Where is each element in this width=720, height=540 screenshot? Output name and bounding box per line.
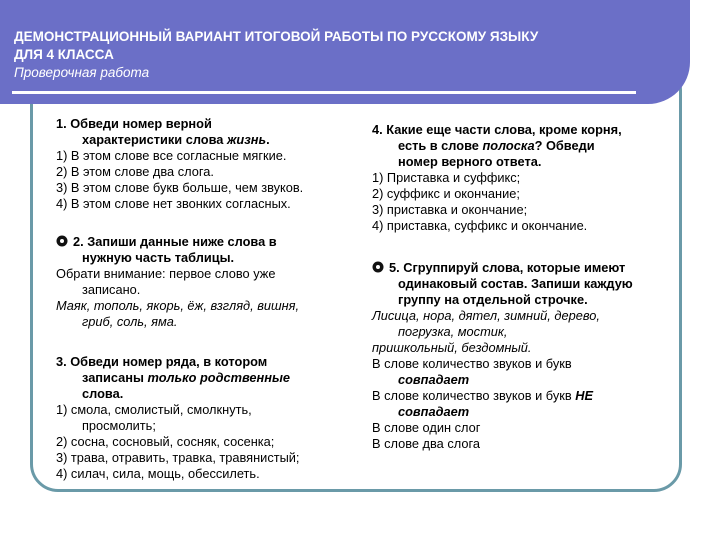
q3-option-2: 2) сосна, сосновый, сосняк, сосенка; xyxy=(56,434,275,449)
question-3-title-b xyxy=(56,370,356,386)
question-5 xyxy=(372,260,672,452)
q1-option-4: 4) В этом слове нет звонких согласных. xyxy=(56,196,291,211)
q5-category-2a-text: В слове количество звуков и букв xyxy=(372,388,576,403)
q1-option-3: 3) В этом слове букв больше, чем звуков. xyxy=(56,180,304,195)
q4-option-4: 4) приставка, суффикс и окончание. xyxy=(372,218,588,233)
question-2-title-b: нужную часть таблицы. xyxy=(82,250,235,265)
gear-bullet-icon xyxy=(372,261,384,273)
right-column xyxy=(372,122,672,452)
title-line-1: ДЕМОНСТРАЦИОННЫЙ ВАРИАНТ ИТОГОВОЙ РАБОТЫ ПО РУССКОМУ ЯЗЫКУ xyxy=(14,29,539,44)
q3-option-4: 4) силач, сила, мощь, обессилеть. xyxy=(56,466,260,481)
question-3-title-b-italic: только родственные xyxy=(147,370,291,385)
q4-option-3: 3) приставка и окончание; xyxy=(372,202,528,217)
question-1-title xyxy=(56,116,356,148)
question-2-title-a-row xyxy=(56,234,356,250)
question-2-title xyxy=(56,234,356,266)
subtitle: Проверочная работа xyxy=(14,65,150,80)
question-2 xyxy=(56,234,356,330)
q5-category-1b: совпадает xyxy=(398,372,470,387)
question-5-title xyxy=(372,260,672,308)
question-3-title xyxy=(56,354,356,402)
spacer xyxy=(56,212,356,234)
q1-option-1: 1) В этом слове все согласные мягкие. xyxy=(56,148,287,163)
question-4-title-a: 4. Какие еще части слова, кроме корня, xyxy=(372,122,622,137)
q2-words-b: гриб, соль, яма. xyxy=(82,314,178,329)
q5-category-2a xyxy=(372,388,672,404)
question-3-title-b-text: записаны xyxy=(82,370,148,385)
question-2-title-a: 2. Запиши данные ниже слова в xyxy=(73,234,277,249)
question-4 xyxy=(372,122,672,234)
title-line-2: ДЛЯ 4 КЛАССА xyxy=(14,47,114,62)
question-3-title-c-end: . xyxy=(119,386,124,401)
spacer xyxy=(56,330,356,354)
question-5-title-a: 5. Сгруппируй слова, которые имеют xyxy=(389,260,626,275)
question-4-title-b-text: есть в слове xyxy=(398,138,483,153)
gear-bullet-icon xyxy=(56,235,68,247)
q4-option-1: 1) Приставка и суффикс; xyxy=(372,170,521,185)
q3-option-1a: 1) смола, смолистый, смолкнуть, xyxy=(56,402,252,417)
q5-category-2b: совпадает xyxy=(398,404,470,419)
question-1-title-end: . xyxy=(266,132,270,147)
question-4-title-b xyxy=(372,138,672,154)
question-5-title-a-row xyxy=(372,260,672,276)
q5-words-c: пришкольный, бездомный. xyxy=(372,340,532,355)
question-4-title-c: номер верного ответа. xyxy=(398,154,542,169)
q3-option-1b: просмолить; xyxy=(82,418,156,433)
question-3 xyxy=(56,354,356,482)
question-4-title-b-end: ? Обведи xyxy=(534,138,595,153)
header-rule xyxy=(12,91,636,94)
q5-category-2-ne: НЕ xyxy=(575,388,593,403)
q4-option-2: 2) суффикс и окончание; xyxy=(372,186,520,201)
q3-option-3: 3) трава, отравить, травка, травянистый; xyxy=(56,450,300,465)
q5-category-3: В слове один слог xyxy=(372,420,481,435)
spacer xyxy=(372,234,672,260)
question-1-title-b-text: характеристики слова xyxy=(82,132,227,147)
question-5-title-c: группу на отдельной строчке. xyxy=(398,292,588,307)
question-5-title-b: одинаковый состав. Запиши каждую xyxy=(398,276,633,291)
left-column xyxy=(56,116,356,482)
question-1-keyword: жизнь xyxy=(226,132,267,147)
q5-words-b: погрузка, мостик, xyxy=(398,324,508,339)
question-1 xyxy=(56,116,356,212)
question-3-title-c-text: слова xyxy=(82,386,120,401)
question-4-title xyxy=(372,122,672,170)
q2-words-a: Маяк, тополь, якорь, ёж, взгляд, вишня, xyxy=(56,298,300,313)
question-1-title-a: 1. Обведи номер верной xyxy=(56,116,212,131)
question-3-title-a: 3. Обведи номер ряда, в котором xyxy=(56,354,268,369)
question-1-title-b xyxy=(56,132,356,148)
q5-category-4: В слове два слога xyxy=(372,436,480,451)
header-banner xyxy=(0,0,690,104)
question-3-title-c xyxy=(56,386,356,402)
q2-note-a: Обрати внимание: первое слово уже xyxy=(56,266,276,281)
q5-words-a: Лисица, нора, дятел, зимний, дерево, xyxy=(372,308,600,323)
q2-note-b: записано. xyxy=(82,282,141,297)
q5-category-1a: В слове количество звуков и букв xyxy=(372,356,572,371)
question-4-keyword: полоска xyxy=(482,138,535,153)
q1-option-2: 2) В этом слове два слога. xyxy=(56,164,214,179)
